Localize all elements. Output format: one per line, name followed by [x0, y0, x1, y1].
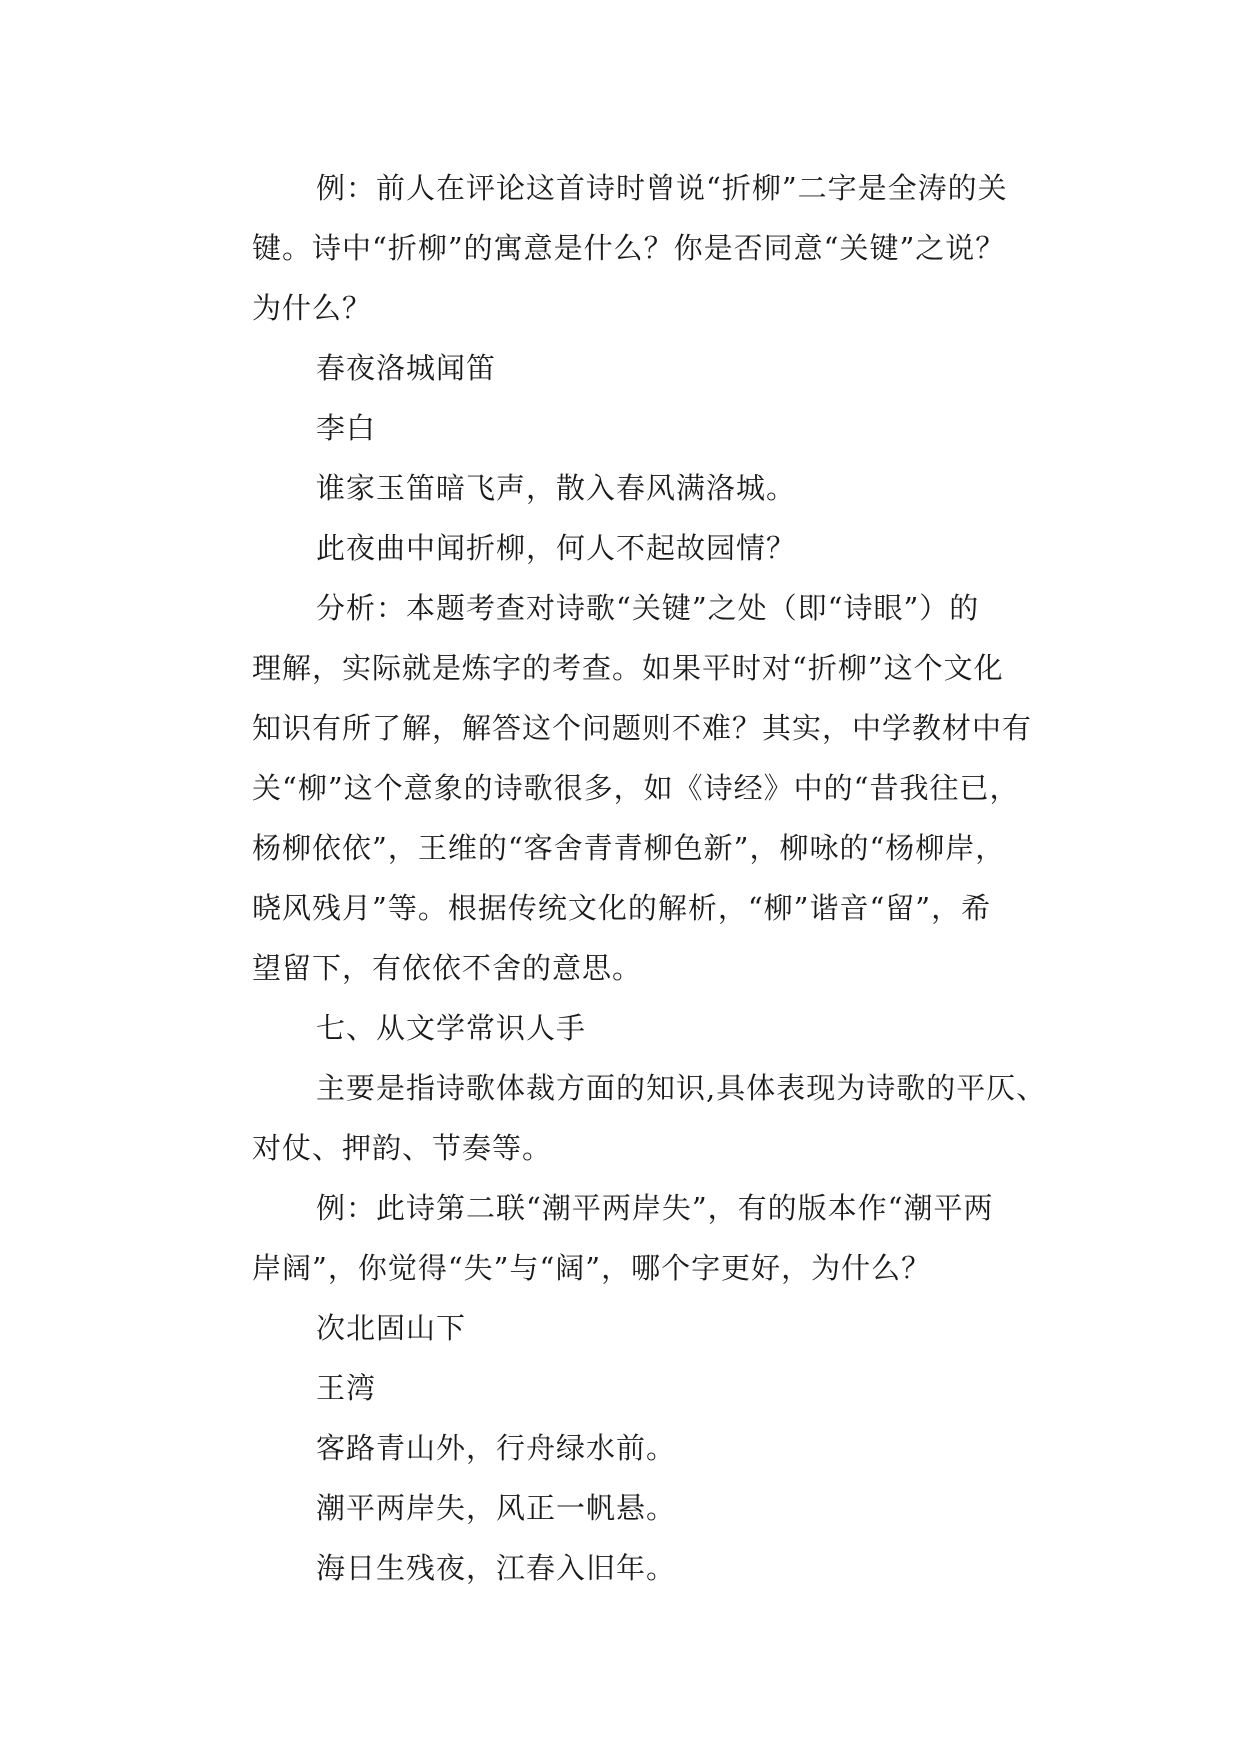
text-line: 为什么？	[252, 291, 373, 325]
text-line: 关“柳”这个意象的诗歌很多，如《诗经》中的“昔我往已，	[252, 771, 1020, 805]
text-line: 客路青山外，行舟绿水前。	[316, 1431, 677, 1465]
text-line: 晓风残月”等。根据传统文化的解析，“柳”谐音“留”，希	[252, 891, 992, 925]
text-line: 王湾	[316, 1371, 377, 1405]
poem-author	[188, 1358, 1054, 1418]
text-line: 对仗、押韵、节奏等。	[252, 1131, 553, 1165]
text-line: 分析：本题考查对诗歌“关键”之处（即“诗眼”）的	[316, 591, 980, 625]
document-body	[188, 158, 1054, 1598]
poem-line	[188, 1418, 1054, 1478]
section-description	[188, 1058, 1054, 1178]
poem-line	[188, 518, 1054, 578]
text-line: 潮平两岸失，风正一帆悬。	[316, 1491, 677, 1525]
text-line: 春夜洛城闻笛	[316, 351, 497, 385]
text-line: 理解，实际就是炼字的考查。如果平时对“折柳”这个文化	[252, 651, 1004, 685]
text-line: 谁家玉笛暗飞声，散入春风满洛城。	[316, 471, 797, 505]
poem-line	[188, 1538, 1054, 1598]
text-line: 知识有所了解，解答这个问题则不难？其实，中学教材中有	[252, 711, 1033, 745]
poem-line	[188, 458, 1054, 518]
text-line: 李白	[316, 411, 377, 445]
text-line: 例：此诗第二联“潮平两岸失”，有的版本作“潮平两	[316, 1191, 994, 1225]
text-line: 岸阔”，你觉得“失”与“阔”，哪个字更好，为什么？	[252, 1251, 932, 1285]
poem-title	[188, 338, 1054, 398]
text-line: 杨柳依依”，王维的“客舍青青柳色新”，柳咏的“杨柳岸，	[252, 831, 1006, 865]
text-line: 次北固山下	[316, 1311, 467, 1345]
poem-title	[188, 1298, 1054, 1358]
text-line: 望留下，有依依不舍的意思。	[252, 951, 643, 985]
example-question-paragraph	[188, 158, 1054, 338]
example-question-paragraph	[188, 1178, 1054, 1298]
text-line: 例：前人在评论这首诗时曾说“折柳”二字是全涛的关	[316, 171, 1008, 205]
text-line: 键。诗中“折柳”的寓意是什么？你是否同意“关键”之说？	[252, 231, 1006, 265]
poem-line	[188, 1478, 1054, 1538]
poem-author	[188, 398, 1054, 458]
text-line: 七、从文学常识人手	[316, 1011, 587, 1045]
text-line: 此夜曲中闻折柳，何人不起故园情？	[316, 531, 797, 565]
text-line: 海日生残夜，江春入旧年。	[316, 1551, 677, 1585]
analysis-paragraph	[188, 578, 1054, 998]
section-heading	[188, 998, 1054, 1058]
text-line: 主要是指诗歌体裁方面的知识,具体表现为诗歌的平仄、	[316, 1071, 1047, 1105]
